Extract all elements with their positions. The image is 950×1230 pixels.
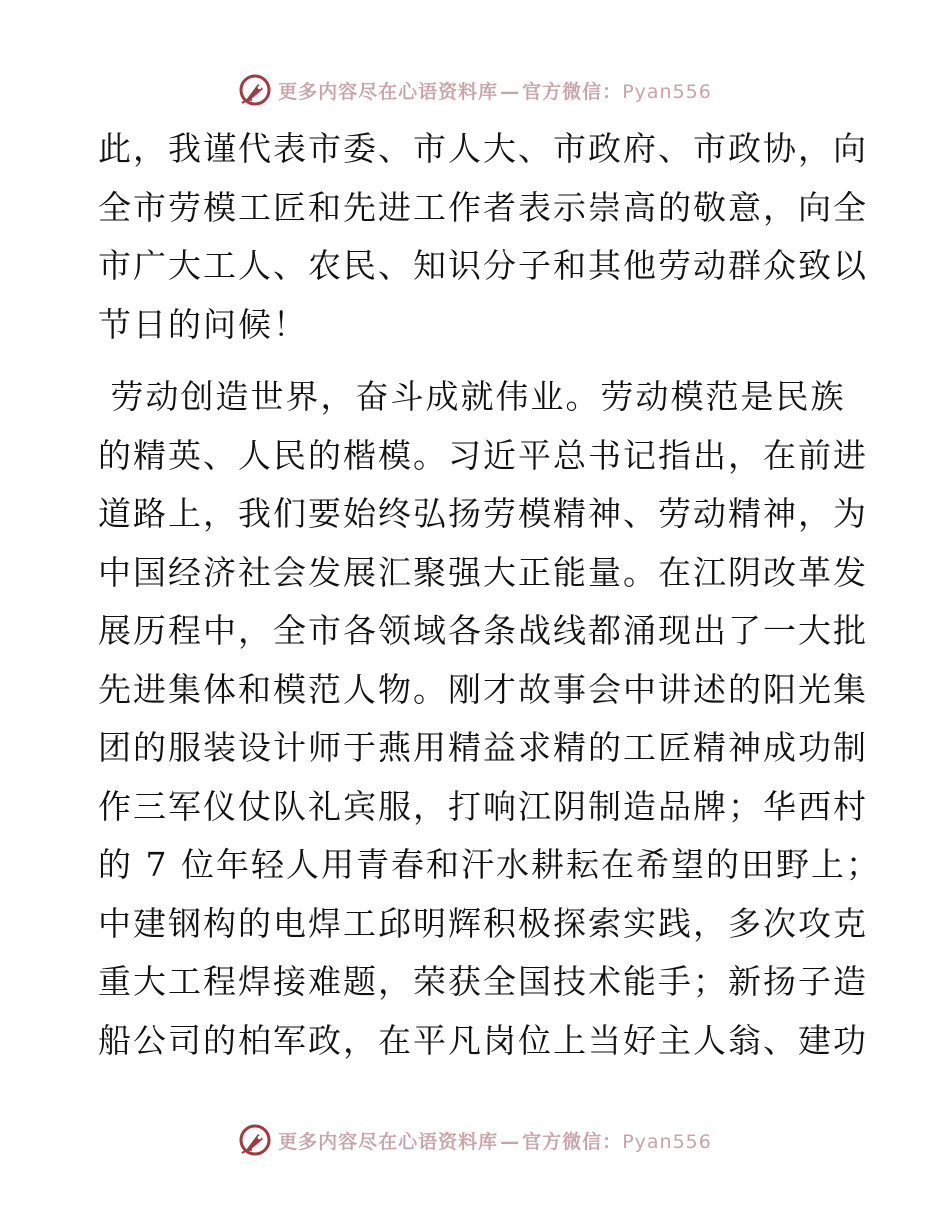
text-line: 先进集体和模范人物。刚才故事会中讲述的阳光集 <box>98 669 868 709</box>
document-body <box>98 120 881 1070</box>
text-line: 道路上，我们要始终弘扬劳模精神、劳动精神，为 <box>98 494 868 533</box>
text-line: 劳动创造世界，奋斗成就伟业。劳动模范是民族 <box>98 377 846 416</box>
text-line: 中建钢构的电焊工邱明辉积极探索实践，多次攻克 <box>98 903 868 943</box>
pen-nib-logo-icon <box>238 1123 272 1157</box>
banner-wechat-label: 官方微信： <box>522 1130 623 1153</box>
text-line: 中国经济社会发展汇聚强大正能量。在江阴改革发 <box>98 552 868 592</box>
banner-brand: 更多内容尽在心语资料库 <box>278 80 499 103</box>
banner-separator: — <box>500 80 521 103</box>
banner-wechat-label: 官方微信： <box>522 80 623 103</box>
text-line: 全市劳模工匠和先进工作者表示崇高的敬意，向全 <box>98 187 868 227</box>
banner-handle: Pyan556 <box>622 1130 712 1153</box>
header-banner <box>0 70 950 110</box>
text-line: 团的服装设计师于燕用精益求精的工匠精神成功制 <box>98 728 868 767</box>
paragraph <box>98 368 881 1070</box>
footer-banner <box>0 1120 950 1160</box>
text-line: 的 7 位年轻人用青春和汗水耕耘在希望的田野上； <box>98 845 881 884</box>
paragraph <box>98 120 868 354</box>
text-line: 作三军仪仗队礼宾服，打响江阴制造品牌；华西村 <box>98 786 868 826</box>
banner-brand: 更多内容尽在心语资料库 <box>278 1130 499 1153</box>
text-line: 此，我谨代表市委、市人大、市政府、市政协，向 <box>98 129 868 168</box>
banner-handle: Pyan556 <box>622 80 712 103</box>
text-line: 的精英、人民的楷模。习近平总书记指出，在前进 <box>98 435 868 475</box>
pen-nib-logo-icon <box>238 73 272 107</box>
banner-separator: — <box>500 1130 521 1153</box>
text-line: 船公司的柏军政，在平凡岗位上当好主人翁、建功 <box>98 1020 868 1060</box>
text-line: 市广大工人、农民、知识分子和其他劳动群众致以 <box>98 246 868 285</box>
text-line: 展历程中，全市各领域各条战线都涌现出了一大批 <box>98 611 868 650</box>
text-line: 重大工程焊接难题，荣获全国技术能手；新扬子造 <box>98 962 868 1001</box>
text-line: 节日的问候！ <box>98 304 308 344</box>
